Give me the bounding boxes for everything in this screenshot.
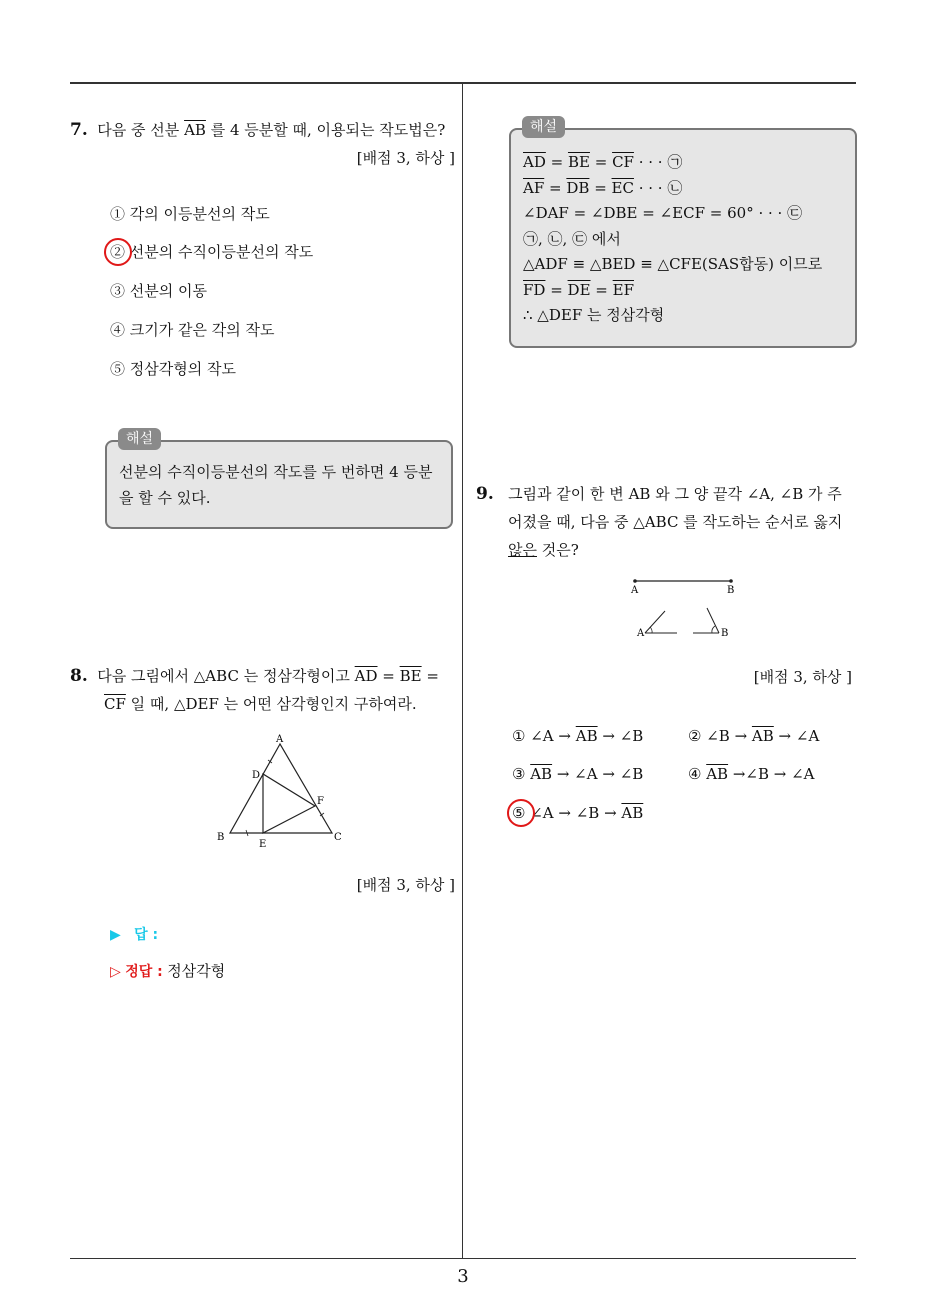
- q9-option-1[interactable]: ① ∠A → $\overline{AB}$ → ∠B: [512, 727, 644, 745]
- answer-label: 답 :: [134, 927, 159, 943]
- question-7-number: 7.: [70, 120, 88, 140]
- label-a-angle: A: [637, 628, 645, 639]
- selected-answer-circle: [104, 238, 132, 266]
- question-8-number: 8.: [70, 666, 88, 686]
- q8-explanation-tag: 해설: [522, 116, 565, 138]
- question-9-text: 9. 그림과 같이 한 변 AB 와 그 양 끝각 ∠A, ∠B 가 주: [476, 484, 842, 504]
- label-c: C: [334, 832, 342, 843]
- bottom-rule: [70, 1258, 856, 1259]
- question-8-text: 8. 다음 그림에서 △ABC 는 정삼각형이고 $\overline{AD} = \overline{BE}$ =: [70, 666, 439, 686]
- q9-option-5[interactable]: ⑤ ∠A → ∠B → $\overline{AB}$: [512, 804, 644, 822]
- q7-explanation-line-2: 을 할 수 있다.: [119, 488, 211, 507]
- selected-answer-circle: [507, 799, 535, 827]
- correct-answer-value: 정삼각형: [167, 962, 226, 980]
- label-b-angle: B: [721, 628, 729, 639]
- question-7: [70, 116, 455, 172]
- explanation-line-3: ∠DAF = ∠DBE = ∠ECF = 60° · · · ㉢: [523, 204, 803, 222]
- q7-option-4[interactable]: ④ 크기가 같은 각의 작도: [110, 321, 275, 339]
- underlined-not: 않은: [508, 541, 537, 559]
- answer-arrow-icon: ▶: [110, 927, 121, 943]
- answer-input-row[interactable]: [110, 924, 158, 944]
- q7-option-5[interactable]: ⑤ 정삼각형의 작도: [110, 360, 236, 378]
- label-d: D: [252, 770, 261, 781]
- question-7-text: 7. 다음 중 선분 $\overline{AB}$ 를 4 등분할 때, 이용되는 작도법은?: [70, 120, 446, 140]
- label-f: F: [317, 796, 324, 807]
- label-a-top: A: [631, 585, 639, 596]
- label-b-top: B: [727, 585, 735, 596]
- explanation-line-2: $\overline{AF} = \overline{DB} = \overline{EC}$ · · · ㉡: [523, 178, 683, 197]
- top-rule: [70, 82, 856, 84]
- explanation-line-7: ∴ △DEF 는 정삼각형: [523, 306, 665, 324]
- correct-arrow-icon: ▷: [110, 964, 121, 980]
- question-9-score: [배점 3, 하상 ]: [753, 668, 852, 686]
- q9-option-4[interactable]: ④ $\overline{AB}$ →∠B → ∠A: [688, 765, 815, 783]
- question-7-score: [배점 3, 하상 ]: [356, 149, 455, 167]
- q7-explanation-line-1: 선분의 수직이등분선의 작도를 두 번하면 4 등분: [119, 463, 433, 481]
- explanation-line-4: ㉠, ㉡, ㉢ 에서: [523, 229, 621, 248]
- q8-explanation-box: [509, 128, 857, 348]
- correct-answer-label: 정답 :: [125, 964, 163, 980]
- question-9-number: 9.: [476, 484, 494, 504]
- column-divider: [462, 84, 463, 1258]
- triangle-figure: [210, 730, 350, 854]
- q7-explanation-tag: 해설: [118, 428, 161, 450]
- q9-option-3[interactable]: ③ $\overline{AB}$ → ∠A → ∠B: [512, 765, 644, 783]
- question-9: 9. 그림과 같이 한 변 AB 와 그 양 끝각 ∠A, ∠B 가 주 어졌을 때, 다음 중 △ABC 를 작도하는 순서로 옳지 않은 것은?: [476, 480, 858, 564]
- label-a: A: [276, 734, 284, 745]
- correct-answer-row: [110, 960, 225, 981]
- label-b: B: [217, 832, 225, 843]
- label-e: E: [259, 839, 267, 850]
- q7-option-1[interactable]: ① 각의 이등분선의 작도: [110, 205, 270, 223]
- question-8: 8. 다음 그림에서 △ABC 는 정삼각형이고 $\overline{AD} = \overline{BE}$ = $\overline{CF}$ 일 때, △DEF 는 어떤 삼각형인지 구하여라.: [70, 662, 455, 718]
- explanation-line-6: $\overline{FD} = \overline{DE} = \overline{EF}$: [523, 280, 634, 299]
- q7-option-2[interactable]: ② 선분의 수직이등분선의 작도: [110, 243, 314, 261]
- explanation-line-1: $\overline{AD} = \overline{BE} = \overline{CF}$ · · · ㉠: [523, 153, 683, 171]
- page-number: 3: [457, 1266, 469, 1287]
- angle-figure: [625, 574, 745, 644]
- q9-option-2[interactable]: ② ∠B → $\overline{AB}$ → ∠A: [688, 727, 820, 745]
- question-8-score: [배점 3, 하상 ]: [356, 876, 455, 894]
- q7-option-3[interactable]: ③ 선분의 이동: [110, 282, 207, 300]
- q7-explanation-box: [105, 440, 453, 529]
- explanation-line-5: △ADF ≡ △BED ≡ △CFE(SAS합동) 이므로: [523, 255, 823, 273]
- segment-ab: $\overline{AB}$: [184, 121, 206, 139]
